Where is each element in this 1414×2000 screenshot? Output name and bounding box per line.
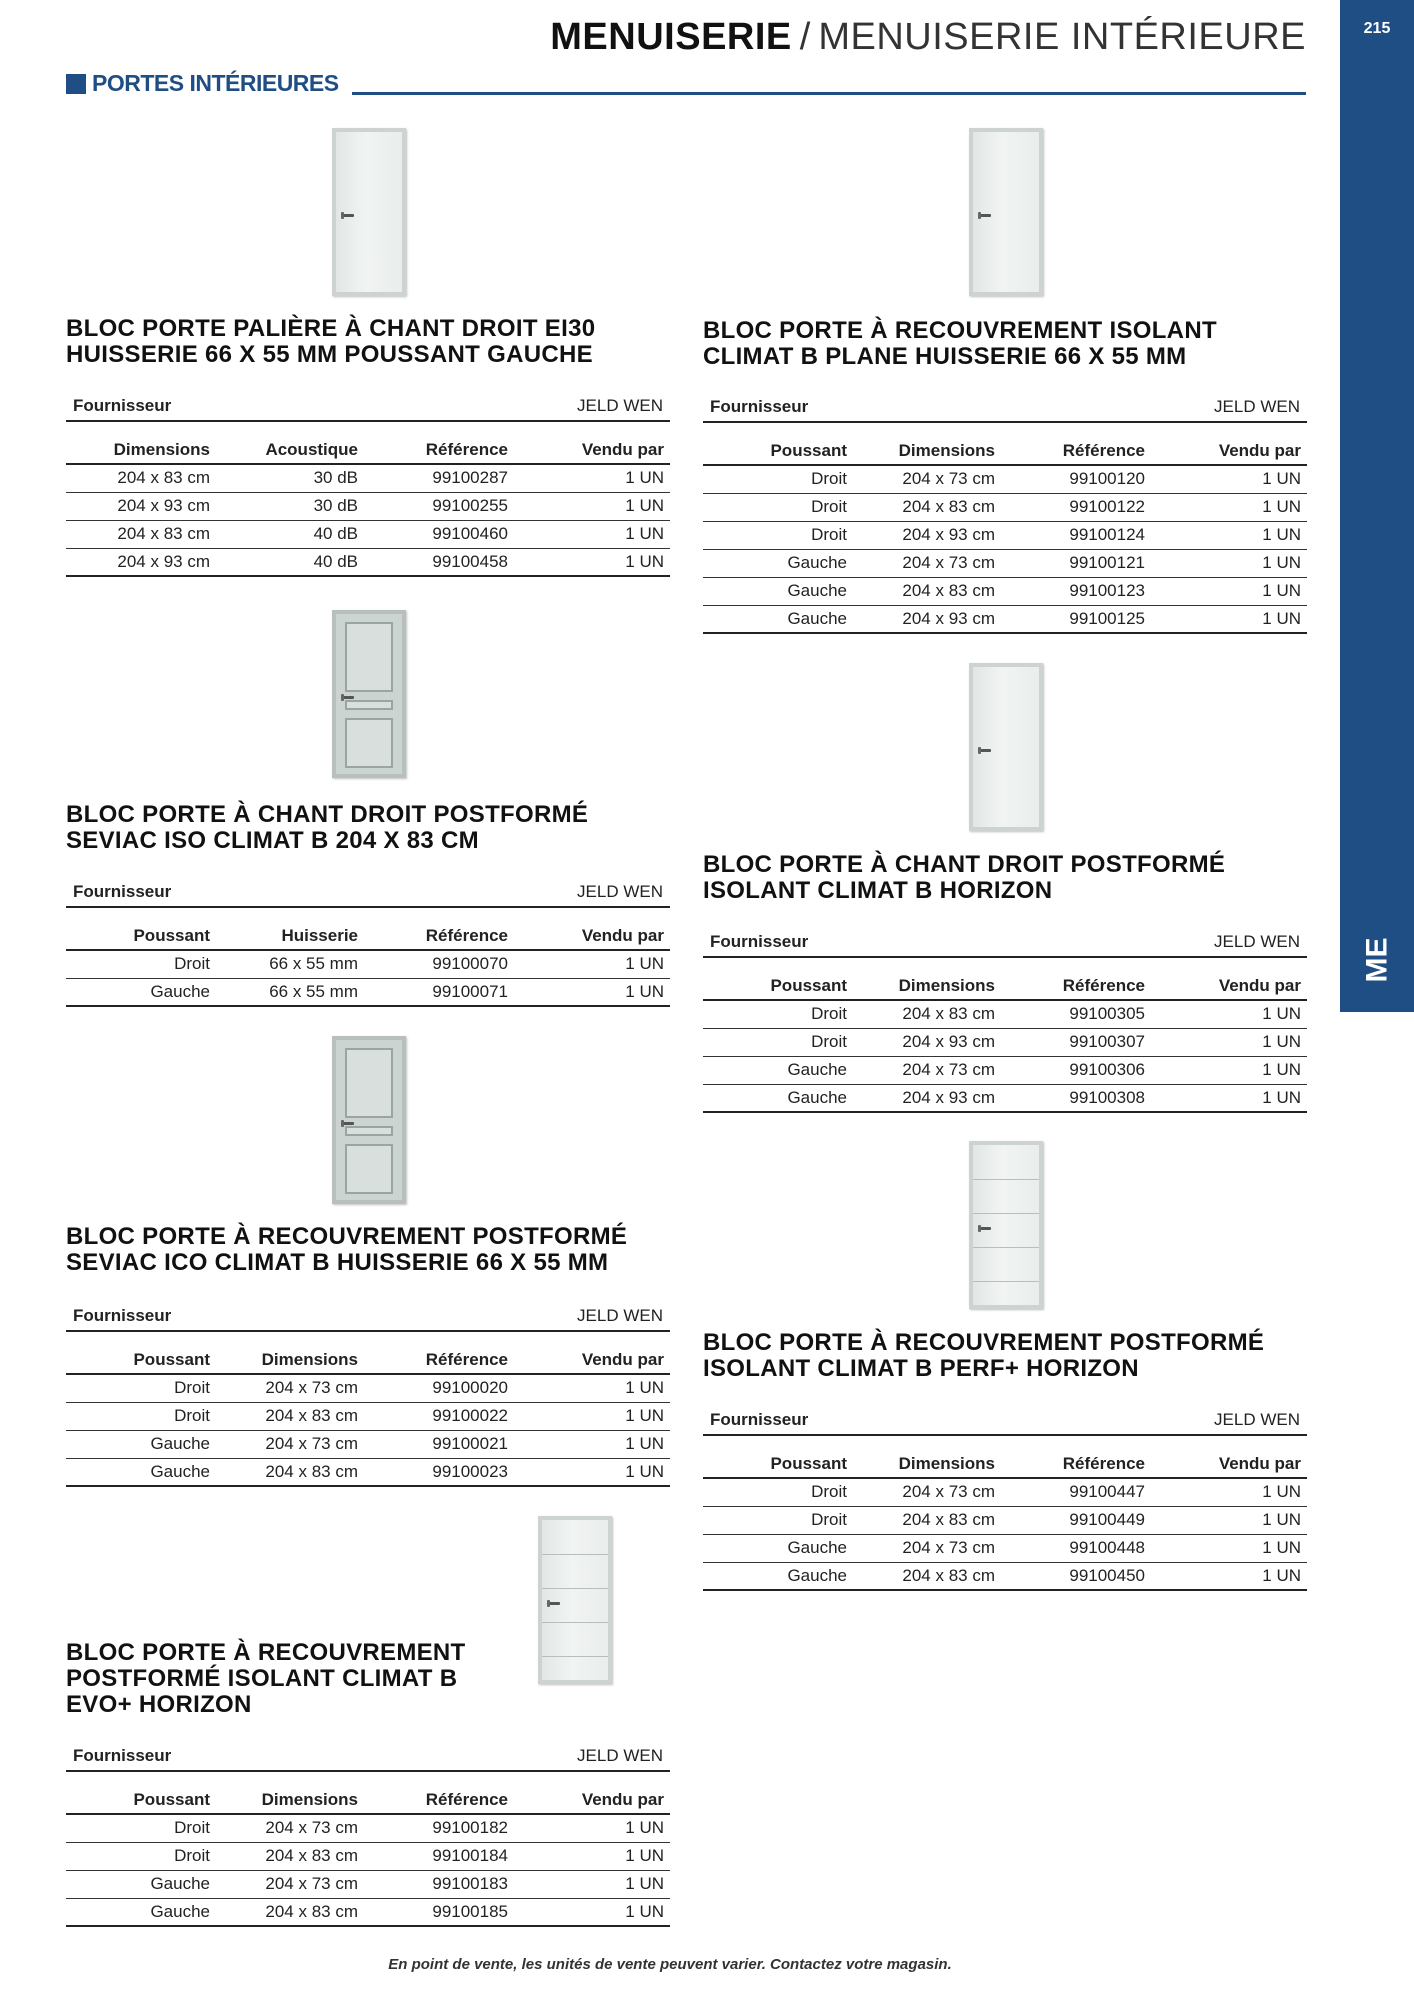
table-cell: 66 x 55 mm — [216, 950, 364, 978]
product-table-block — [703, 920, 1307, 1113]
column-header: Dimensions — [216, 1786, 364, 1814]
table-cell: Droit — [66, 950, 216, 978]
table-cell: 1 UN — [1151, 1478, 1307, 1506]
table-cell: 99100120 — [1001, 465, 1151, 493]
table-cell: 1 UN — [514, 520, 670, 548]
table-cell: 204 x 83 cm — [216, 1898, 364, 1926]
table-cell: 99100185 — [364, 1898, 514, 1926]
table-cell: 40 dB — [216, 520, 364, 548]
table-cell: Gauche — [66, 1898, 216, 1926]
table-cell: 1 UN — [1151, 521, 1307, 549]
column-header: Dimensions — [216, 1346, 364, 1374]
product-title-line: SEVIAC ISO CLIMAT B 204 X 83 CM — [66, 827, 479, 854]
door-handle-icon — [342, 1122, 354, 1125]
door-image-panel — [332, 1036, 406, 1204]
table-cell: 99100448 — [1001, 1534, 1151, 1562]
table-cell: 204 x 73 cm — [853, 549, 1001, 577]
table-cell: Droit — [703, 1028, 853, 1056]
table-cell: 99100305 — [1001, 1000, 1151, 1028]
supplier-row — [66, 1294, 670, 1332]
table-cell: 204 x 83 cm — [853, 1562, 1001, 1590]
table-row — [66, 950, 670, 978]
table-cell: 99100023 — [364, 1458, 514, 1486]
table-cell: 99100020 — [364, 1374, 514, 1402]
table-cell: 1 UN — [1151, 1534, 1307, 1562]
table-cell: 204 x 83 cm — [853, 577, 1001, 605]
column-header: Vendu par — [514, 1346, 670, 1374]
supplier-label: Fournisseur — [710, 932, 809, 951]
product-title — [66, 316, 595, 368]
table-row — [66, 1842, 670, 1870]
column-header: Vendu par — [514, 922, 670, 950]
table-row — [703, 1028, 1307, 1056]
product-title-line: EVO+ HORIZON — [66, 1691, 252, 1718]
table-row — [66, 1898, 670, 1926]
table-cell: 204 x 73 cm — [216, 1430, 364, 1458]
table-cell: 204 x 83 cm — [216, 1402, 364, 1430]
table-header-row — [66, 1786, 670, 1814]
table-cell: 204 x 73 cm — [216, 1374, 364, 1402]
product-table-block — [703, 385, 1307, 634]
table-cell: Droit — [66, 1814, 216, 1842]
table-cell: 1 UN — [514, 1870, 670, 1898]
supplier-label: Fournisseur — [710, 397, 809, 416]
table-row — [703, 1506, 1307, 1534]
supplier-label: Fournisseur — [710, 1410, 809, 1429]
table-cell: 1 UN — [514, 1374, 670, 1402]
table-cell: 99100458 — [364, 548, 514, 576]
table-cell: Droit — [703, 465, 853, 493]
product-table — [66, 1786, 670, 1927]
column-header: Référence — [364, 1346, 514, 1374]
supplier-name: JELD WEN — [577, 882, 663, 901]
supplier-name: JELD WEN — [1214, 397, 1300, 416]
table-cell: 30 dB — [216, 464, 364, 492]
supplier-name: JELD WEN — [577, 1746, 663, 1765]
column-header: Référence — [1001, 437, 1151, 465]
product-title-line: SEVIAC ICO CLIMAT B HUISSERIE 66 X 55 MM — [66, 1249, 609, 1276]
section-title: PORTES INTÉRIEURES — [92, 70, 339, 96]
table-row — [66, 1430, 670, 1458]
table-header-row — [703, 437, 1307, 465]
table-cell: 1 UN — [514, 548, 670, 576]
column-header: Poussant — [703, 972, 853, 1000]
product-table — [703, 1450, 1307, 1591]
table-header-row — [703, 1450, 1307, 1478]
table-cell: 204 x 73 cm — [853, 1534, 1001, 1562]
table-cell: 1 UN — [514, 1842, 670, 1870]
product-title-line: BLOC PORTE À RECOUVREMENT POSTFORMÉ — [66, 1223, 628, 1250]
product-title — [66, 1640, 466, 1718]
table-cell: Droit — [703, 493, 853, 521]
table-cell: 204 x 83 cm — [853, 1000, 1001, 1028]
table-cell: 1 UN — [1151, 1506, 1307, 1534]
table-cell: 1 UN — [1151, 1562, 1307, 1590]
table-row — [703, 1056, 1307, 1084]
product-title-line: ISOLANT CLIMAT B PERF+ HORIZON — [703, 1355, 1139, 1382]
supplier-row — [66, 1734, 670, 1772]
table-cell: 1 UN — [1151, 1028, 1307, 1056]
product-table — [703, 972, 1307, 1113]
table-cell: Droit — [66, 1842, 216, 1870]
supplier-label: Fournisseur — [73, 1746, 172, 1765]
supplier-row — [703, 920, 1307, 958]
side-tab-code — [1355, 935, 1399, 985]
table-cell: 1 UN — [1151, 605, 1307, 633]
column-header: Référence — [364, 436, 514, 464]
table-cell: 99100306 — [1001, 1056, 1151, 1084]
product-title-line: POSTFORMÉ ISOLANT CLIMAT B — [66, 1665, 458, 1692]
table-cell: Droit — [703, 521, 853, 549]
supplier-name: JELD WEN — [1214, 1410, 1300, 1429]
table-cell: 204 x 83 cm — [66, 520, 216, 548]
table-cell: 204 x 83 cm — [216, 1458, 364, 1486]
table-row — [703, 1478, 1307, 1506]
table-cell: 204 x 83 cm — [66, 464, 216, 492]
table-cell: Gauche — [703, 1056, 853, 1084]
section-divider — [352, 92, 1306, 95]
door-image-grooved — [538, 1516, 612, 1684]
supplier-name: JELD WEN — [1214, 932, 1300, 951]
table-cell: Gauche — [66, 1870, 216, 1898]
table-cell: 99100071 — [364, 978, 514, 1006]
table-cell: Gauche — [703, 1562, 853, 1590]
table-cell: Droit — [703, 1478, 853, 1506]
column-header: Dimensions — [66, 436, 216, 464]
table-cell: 204 x 73 cm — [853, 1478, 1001, 1506]
table-cell: 99100450 — [1001, 1562, 1151, 1590]
product-title-line: BLOC PORTE À RECOUVREMENT — [66, 1639, 466, 1666]
door-handle-icon — [979, 1227, 991, 1230]
column-header: Poussant — [66, 1786, 216, 1814]
door-handle-icon — [342, 214, 354, 217]
product-table-block — [703, 1398, 1307, 1591]
product-title-line: CLIMAT B PLANE HUISSERIE 66 X 55 MM — [703, 343, 1187, 370]
table-row — [703, 1534, 1307, 1562]
product-title-line: BLOC PORTE À CHANT DROIT POSTFORMÉ — [703, 851, 1226, 878]
door-image-flat — [969, 128, 1043, 296]
supplier-row — [703, 1398, 1307, 1436]
column-header: Huisserie — [216, 922, 364, 950]
column-header: Vendu par — [514, 436, 670, 464]
supplier-row — [703, 385, 1307, 423]
table-cell: 1 UN — [514, 1898, 670, 1926]
table-cell: Gauche — [703, 549, 853, 577]
table-row — [66, 1458, 670, 1486]
table-cell: Droit — [66, 1374, 216, 1402]
table-header-row — [66, 922, 670, 950]
header-separator: / — [799, 16, 811, 58]
product-table-block — [66, 1294, 670, 1487]
page-header — [550, 16, 1306, 59]
table-cell: 1 UN — [514, 492, 670, 520]
table-cell: 99100449 — [1001, 1506, 1151, 1534]
table-row — [66, 1814, 670, 1842]
supplier-name: JELD WEN — [577, 396, 663, 415]
product-table — [66, 436, 670, 577]
table-cell: 99100183 — [364, 1870, 514, 1898]
product-table-block — [66, 870, 670, 1007]
column-header: Dimensions — [853, 1450, 1001, 1478]
table-row — [66, 520, 670, 548]
column-header: Dimensions — [853, 437, 1001, 465]
column-header: Vendu par — [514, 1786, 670, 1814]
table-cell: 1 UN — [1151, 577, 1307, 605]
table-cell: 99100460 — [364, 520, 514, 548]
table-cell: 99100255 — [364, 492, 514, 520]
table-header-row — [66, 1346, 670, 1374]
table-cell: Gauche — [66, 1458, 216, 1486]
table-cell: 99100447 — [1001, 1478, 1151, 1506]
table-cell: 99100184 — [364, 1842, 514, 1870]
table-cell: Gauche — [66, 1430, 216, 1458]
table-row — [66, 464, 670, 492]
table-cell: 204 x 73 cm — [216, 1814, 364, 1842]
table-row — [66, 1402, 670, 1430]
table-cell: 1 UN — [514, 464, 670, 492]
table-cell: 1 UN — [1151, 493, 1307, 521]
table-row — [703, 521, 1307, 549]
table-row — [703, 1084, 1307, 1112]
column-header: Vendu par — [1151, 1450, 1307, 1478]
table-cell: 66 x 55 mm — [216, 978, 364, 1006]
door-handle-icon — [979, 749, 991, 752]
supplier-row — [66, 384, 670, 422]
table-row — [703, 493, 1307, 521]
table-header-row — [703, 972, 1307, 1000]
door-handle-icon — [548, 1602, 560, 1605]
column-header: Dimensions — [853, 972, 1001, 1000]
product-title-line: HUISSERIE 66 X 55 MM POUSSANT GAUCHE — [66, 341, 593, 368]
product-title — [703, 1330, 1264, 1382]
column-header: Référence — [364, 1786, 514, 1814]
product-table — [66, 1346, 670, 1487]
table-cell: 99100124 — [1001, 521, 1151, 549]
product-title-line: BLOC PORTE PALIÈRE À CHANT DROIT EI30 — [66, 315, 596, 342]
product-title-line: BLOC PORTE À RECOUVREMENT ISOLANT — [703, 317, 1217, 344]
table-cell: 99100182 — [364, 1814, 514, 1842]
table-cell: 1 UN — [514, 978, 670, 1006]
product-table-block — [66, 384, 670, 577]
product-title-line: BLOC PORTE À RECOUVREMENT POSTFORMÉ — [703, 1329, 1265, 1356]
table-cell: 1 UN — [514, 1814, 670, 1842]
product-table-block — [66, 1734, 670, 1927]
table-cell: 99100307 — [1001, 1028, 1151, 1056]
table-row — [703, 605, 1307, 633]
table-cell: 99100125 — [1001, 605, 1151, 633]
supplier-label: Fournisseur — [73, 1306, 172, 1325]
table-cell: Droit — [66, 1402, 216, 1430]
table-cell: 1 UN — [1151, 1084, 1307, 1112]
column-header: Poussant — [703, 1450, 853, 1478]
column-header: Acoustique — [216, 436, 364, 464]
table-row — [66, 978, 670, 1006]
page-number: 215 — [1363, 20, 1391, 37]
column-header: Vendu par — [1151, 972, 1307, 1000]
table-cell: 1 UN — [1151, 465, 1307, 493]
table-cell: Gauche — [703, 605, 853, 633]
product-title — [703, 852, 1225, 904]
supplier-label: Fournisseur — [73, 882, 172, 901]
door-image-flat — [969, 663, 1043, 831]
table-cell: 204 x 93 cm — [853, 1028, 1001, 1056]
table-row — [703, 1562, 1307, 1590]
table-cell: 204 x 93 cm — [66, 548, 216, 576]
table-cell: 204 x 83 cm — [853, 1506, 1001, 1534]
table-cell: 99100022 — [364, 1402, 514, 1430]
table-cell: Gauche — [66, 978, 216, 1006]
supplier-row — [66, 870, 670, 908]
table-cell: Gauche — [703, 1534, 853, 1562]
table-cell: 99100021 — [364, 1430, 514, 1458]
column-header: Poussant — [66, 1346, 216, 1374]
table-cell: 1 UN — [514, 1458, 670, 1486]
table-row — [66, 1870, 670, 1898]
table-cell: 204 x 93 cm — [66, 492, 216, 520]
side-tab-code-text: ME — [1360, 937, 1393, 983]
table-header-row — [66, 436, 670, 464]
table-cell: Droit — [703, 1000, 853, 1028]
door-image-flat — [332, 128, 406, 296]
table-cell: 1 UN — [1151, 1056, 1307, 1084]
column-header: Vendu par — [1151, 437, 1307, 465]
table-cell: 99100121 — [1001, 549, 1151, 577]
table-cell: Droit — [703, 1506, 853, 1534]
door-handle-icon — [342, 696, 354, 699]
table-cell: 1 UN — [514, 1402, 670, 1430]
table-cell: 204 x 83 cm — [216, 1842, 364, 1870]
product-title — [66, 1224, 627, 1276]
table-cell: 1 UN — [514, 950, 670, 978]
table-cell: 99100123 — [1001, 577, 1151, 605]
column-header: Référence — [1001, 972, 1151, 1000]
table-cell: 204 x 83 cm — [853, 493, 1001, 521]
table-cell: 204 x 73 cm — [853, 1056, 1001, 1084]
door-image-grooved — [969, 1141, 1043, 1309]
product-table — [703, 437, 1307, 634]
table-cell: 204 x 93 cm — [853, 605, 1001, 633]
table-cell: 1 UN — [1151, 1000, 1307, 1028]
table-cell: 99100287 — [364, 464, 514, 492]
product-title-line: ISOLANT CLIMAT B HORIZON — [703, 877, 1053, 904]
table-cell: Gauche — [703, 577, 853, 605]
product-title-line: BLOC PORTE À CHANT DROIT POSTFORMÉ — [66, 801, 589, 828]
product-title — [66, 802, 588, 854]
table-cell: 1 UN — [1151, 549, 1307, 577]
product-title — [703, 318, 1217, 370]
table-row — [703, 1000, 1307, 1028]
table-cell: 30 dB — [216, 492, 364, 520]
table-cell: 99100070 — [364, 950, 514, 978]
table-row — [703, 549, 1307, 577]
table-row — [66, 548, 670, 576]
side-tab — [1340, 0, 1414, 1012]
section-heading — [66, 70, 1306, 98]
supplier-name: JELD WEN — [577, 1306, 663, 1325]
table-cell: 204 x 93 cm — [853, 1084, 1001, 1112]
product-table — [66, 922, 670, 1007]
column-header: Poussant — [703, 437, 853, 465]
header-category: MENUISERIE — [550, 16, 792, 58]
column-header: Référence — [1001, 1450, 1151, 1478]
table-cell: 204 x 73 cm — [853, 465, 1001, 493]
column-header: Poussant — [66, 922, 216, 950]
table-row — [66, 492, 670, 520]
supplier-label: Fournisseur — [73, 396, 172, 415]
column-header: Référence — [364, 922, 514, 950]
footer-note: En point de vente, les unités de vente peuvent varier. Contactez votre magasin. — [388, 1956, 952, 1973]
table-cell: Gauche — [703, 1084, 853, 1112]
door-handle-icon — [979, 214, 991, 217]
table-cell: 99100122 — [1001, 493, 1151, 521]
door-image-panel — [332, 610, 406, 778]
header-subcategory: MENUISERIE INTÉRIEURE — [818, 16, 1306, 58]
table-row — [66, 1374, 670, 1402]
table-cell: 1 UN — [514, 1430, 670, 1458]
table-row — [703, 577, 1307, 605]
table-cell: 99100308 — [1001, 1084, 1151, 1112]
table-cell: 204 x 93 cm — [853, 521, 1001, 549]
table-cell: 40 dB — [216, 548, 364, 576]
section-square-icon — [66, 74, 86, 94]
table-cell: 204 x 73 cm — [216, 1870, 364, 1898]
table-row — [703, 465, 1307, 493]
